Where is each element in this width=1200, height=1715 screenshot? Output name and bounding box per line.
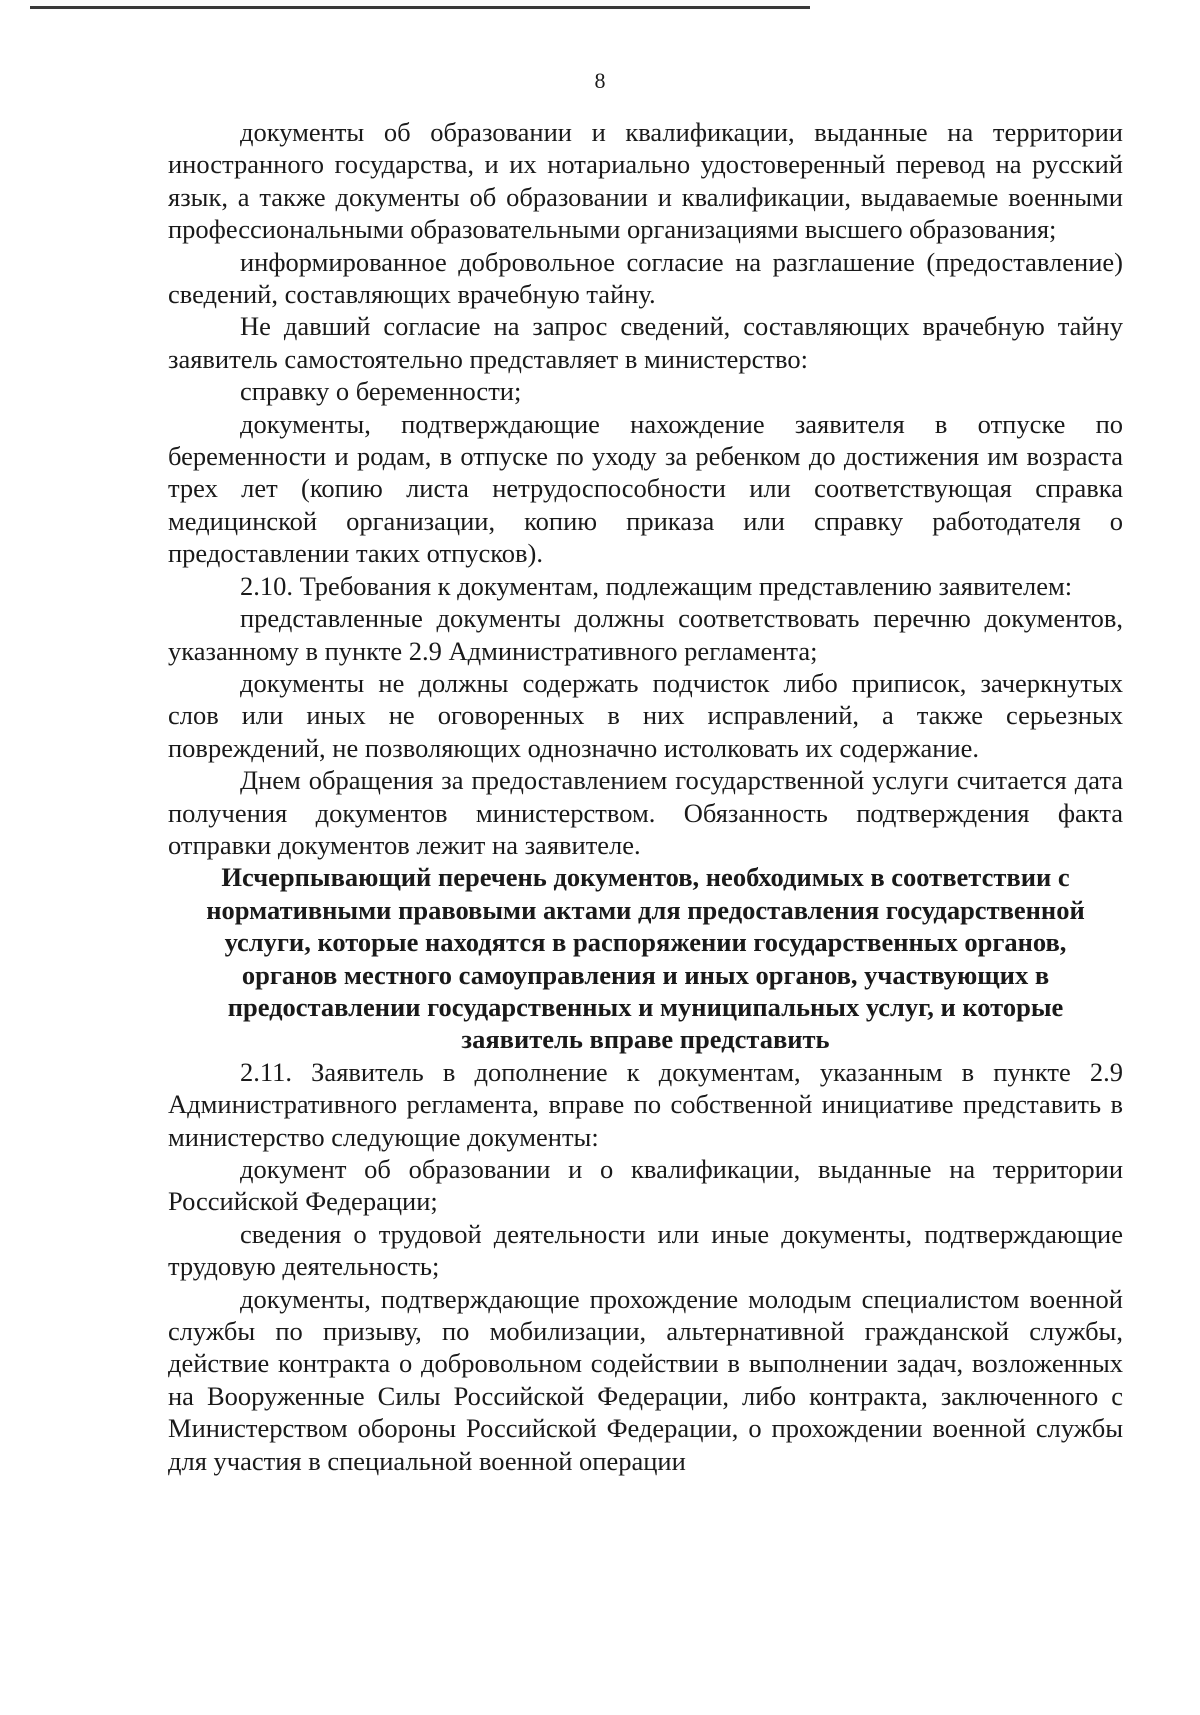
paragraph-pregnancy-certificate: справку о беременности;: [240, 376, 522, 407]
paragraph-work-history: сведения о трудовой деятельности или иные документы, подтверждающие трудовую деятельность;: [168, 1218, 1123, 1282]
paragraph-no-consent-applicant: Не давший согласие на запрос сведений, составляющих врачебную тайну заявитель самостоятельно представляет в министерство:: [168, 311, 1123, 374]
paragraph-no-corrections: документы не должны содержать подчисток либо приписок, зачеркнутых слов или иных не оговоренных в них исправлений, а также серьезных повреждений, не позволяющих однозначно истолковать их содержание.: [168, 667, 1123, 763]
paragraph-foreign-education-documents: документы об образовании и квалификации, выданные на территории иностранного государства, и их нотариально удостоверенный перевод на русский язык, а также документы об образовании и квалификации, выдаваемые военными профессиональными образовательными организациями высшего образования;: [168, 117, 1123, 245]
scan-edge-line: [30, 6, 810, 9]
paragraph-requirements-2-10: 2.10. Требования к документам, подлежащим представлению заявителем:: [240, 570, 1073, 601]
paragraph-leave-documents: документы, подтверждающие нахождение заявителя в отпуске по беременности и родам, в отпуске по уходу за ребенком до достижения им возраста трех лет (копию листа нетрудоспособности или соответствующая справка медицинской организации, копию приказа или справку работодателя о предоставлении таких отпусков).: [168, 408, 1123, 569]
paragraph-military-service: документы, подтверждающие прохождение молодым специалистом военной службы по призыву, по мобилизации, альтернативной гражданской службы, действие контракта о добровольном содействии в выполнении задач, возложенных на Вооруженные Силы Российской Федерации, либо контракта, заключенного с Министерством обороны Российской Федерации, о прохождении военной службы для участия в специальной военной операции: [168, 1283, 1123, 1476]
paragraph-additional-documents-2-11: 2.11. Заявитель в дополнение к документам, указанным в пункте 2.9 Административного регламента, вправе по собственной инициативе представить в министерство следующие документы:: [168, 1056, 1123, 1152]
paragraph-documents-list-match: представленные документы должны соответствовать перечню документов, указанному в пункте 2.9 Административного регламента;: [168, 603, 1123, 666]
paragraph-application-date: Днем обращения за предоставлением государственной услуги считается дата получения документов министерством. Обязанность подтверждения факта отправки документов лежит на заявителе.: [168, 765, 1123, 860]
paragraph-informed-consent: информированное добровольное согласие на разглашение (предоставление) сведений, составляющих врачебную тайну.: [168, 246, 1123, 310]
page-number: 8: [594, 68, 606, 93]
document-body: [168, 116, 1123, 1477]
paragraph-education-document-rf: документ об образовании и о квалификации, выданные на территории Российской Федерации;: [168, 1154, 1123, 1217]
section-heading: Исчерпывающий перечень документов, необходимых в соответствии с нормативными правовыми актами для предоставления государственной услуги, которые находятся в распоряжении государственных органов, органов местного самоуправления и иных органов, участвующих в предоставлении государственных и муниципальных услуг, и которые заявитель вправе представить: [206, 862, 1085, 1055]
